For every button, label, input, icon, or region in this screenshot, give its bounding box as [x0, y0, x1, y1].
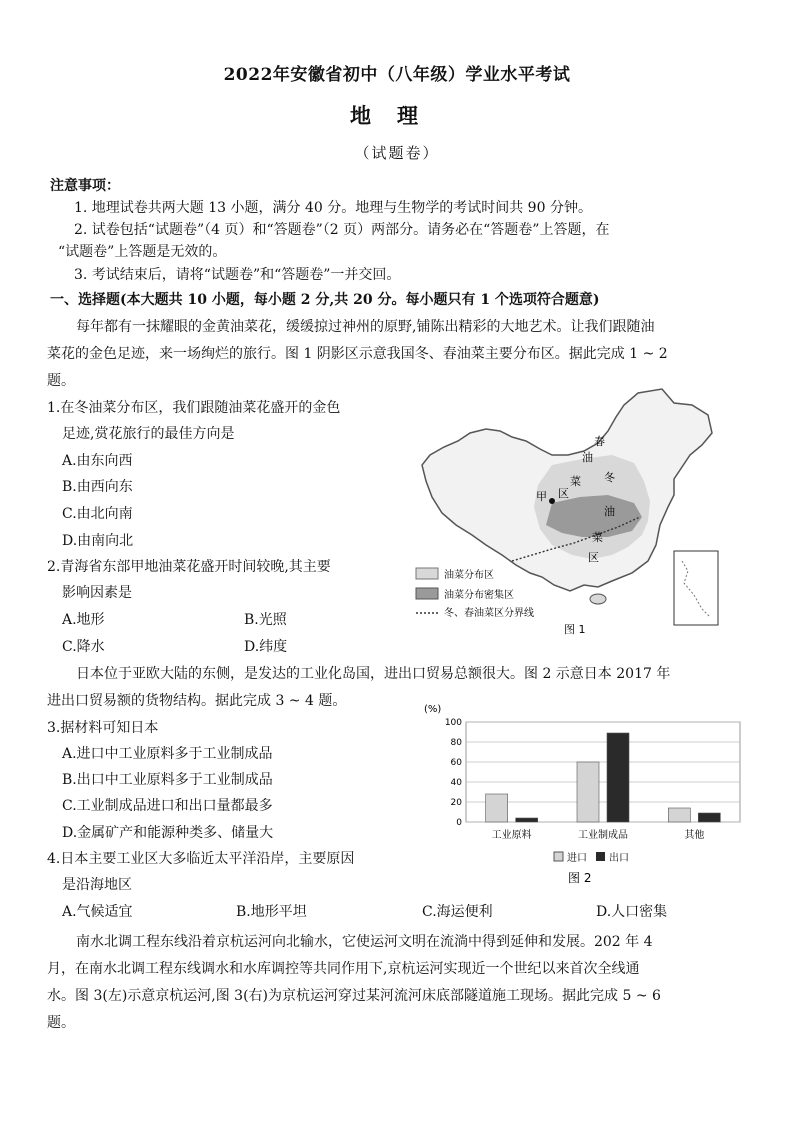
figure-2-caption: 图 2	[568, 871, 592, 885]
option-a: A.气候适宜	[62, 904, 133, 920]
x-tick-label: 工业制成品	[578, 830, 628, 841]
y-tick-label: 0	[456, 818, 462, 828]
passage-line: 南水北调工程东线沿着京杭运河向北输水，它使运河文明在流淌中得到延伸和发展。202 年 4	[76, 934, 653, 950]
location-jia-point	[549, 498, 555, 504]
bar-export-0	[516, 818, 538, 822]
bar-import-2	[668, 808, 690, 822]
legend-import-swatch	[554, 852, 563, 861]
option-d: D.人口密集	[596, 904, 668, 920]
option-c: C.工业制成品进口和出口量都最多	[62, 798, 273, 814]
y-tick-label: 20	[450, 798, 462, 808]
figure-2-chart	[418, 700, 748, 890]
label-jia: 甲	[536, 490, 547, 503]
option-c: C.由北向南	[62, 506, 133, 522]
question-stem: 3.据材料可知日本	[47, 720, 159, 736]
notice-item: 1. 地理试卷共两大题 13 小题，满分 40 分。地理与生物学的考试时间共 90 分钟。	[74, 200, 592, 216]
legend-import: 进口	[567, 853, 587, 864]
paper-type: （试题卷）	[354, 144, 440, 162]
passage-line: 题。	[47, 1015, 75, 1031]
x-tick-label: 其他	[684, 830, 705, 841]
hainan-island	[590, 594, 606, 604]
question-stem: 2.青海省东部甲地油菜花盛开时间较晚,其主要	[47, 559, 331, 575]
bar-export-2	[698, 813, 720, 822]
spring-region-label: 春	[594, 435, 605, 448]
winter-region-label: 区	[588, 551, 599, 564]
south-sea-inset	[674, 551, 718, 625]
section-heading: 一、选择题(本大题共 10 小题，每小题 2 分,共 20 分。每小题只有 1 个选项符合题意)	[50, 292, 600, 308]
legend-dense: 油菜分布密集区	[444, 590, 514, 601]
option-b: B.光照	[244, 612, 287, 628]
chart-unit: (%)	[424, 704, 442, 715]
question-stem: 足迹,赏花旅行的最佳方向是	[62, 426, 235, 442]
figure-1-map	[412, 385, 724, 640]
option-a: A.进口中工业原料多于工业制成品	[62, 746, 273, 762]
x-tick-label: 工业原料	[491, 830, 532, 841]
spring-region-label: 菜	[570, 475, 581, 488]
legend-light: 油菜分布区	[444, 570, 494, 581]
option-d: D.纬度	[244, 639, 288, 655]
legend-boundary: 冬、春油菜区分界线	[444, 608, 534, 619]
passage-line: 菜花的金色足迹，来一场绚烂的旅行。图 1 阴影区示意我国冬、春油菜主要分布区。据此完成 1 ~ 2	[47, 346, 668, 362]
question-stem: 影响因素是	[62, 585, 132, 601]
passage-line: 日本位于亚欧大陆的东侧，是发达的工业化岛国，进出口贸易总额很大。图 2 示意日本 2017 年	[76, 666, 671, 682]
option-b: B.地形平坦	[236, 904, 307, 920]
subject-title: 地理	[350, 103, 444, 128]
option-b: B.由西向东	[62, 479, 133, 495]
question-stem: 是沿海地区	[62, 877, 132, 893]
legend-export: 出口	[609, 853, 629, 864]
spring-region-label: 油	[582, 451, 593, 464]
notice-item: “试题卷”上答题是无效的。	[58, 244, 227, 260]
winter-region-label: 冬	[604, 471, 615, 484]
passage-line: 每年都有一抹耀眼的金黄油菜花，缓缓掠过神州的原野,铺陈出精彩的大地艺术。让我们跟随油	[76, 319, 655, 335]
y-tick-label: 80	[450, 738, 462, 748]
option-a: A.地形	[62, 612, 105, 628]
option-c: C.海运便利	[422, 904, 493, 920]
passage-line: 月，在南水北调工程东线调水和水库调控等共同作用下,京杭运河实现近一个世纪以来首次全线通	[47, 961, 640, 977]
notice-item: 2. 试卷包括“试题卷”（4 页）和“答题卷”（2 页）两部分。请务必在“答题卷”上答题，在	[74, 222, 610, 238]
option-d: D.金属矿产和能源种类多、储量大	[62, 825, 274, 841]
notice-item: 3. 考试结束后，请将“试题卷”和“答题卷”一并交回。	[74, 267, 401, 283]
option-b: B.出口中工业原料多于工业制成品	[62, 772, 273, 788]
y-tick-label: 40	[450, 778, 462, 788]
winter-region-label: 油	[604, 505, 615, 518]
legend-export-swatch	[596, 852, 605, 861]
spring-region-label: 区	[558, 487, 569, 500]
exam-title: 2022年安徽省初中（八年级）学业水平考试	[223, 65, 571, 85]
winter-region-label: 菜	[592, 531, 603, 544]
question-stem: 4.日本主要工业区大多临近太平洋沿岸，主要原因	[47, 851, 355, 867]
passage-line: 水。图 3(左)示意京杭运河,图 3(右)为京杭运河穿过某河流河床底部隧道施工现场。据此完成 5 ~ 6	[47, 988, 661, 1004]
bar-import-1	[577, 762, 599, 822]
bar-import-0	[486, 794, 508, 822]
figure-1-caption: 图 1	[564, 623, 586, 636]
option-a: A.由东向西	[62, 453, 133, 469]
y-tick-label: 100	[444, 718, 462, 728]
option-d: D.由南向北	[62, 533, 134, 549]
bar-export-1	[607, 733, 629, 822]
y-tick-label: 60	[450, 758, 462, 768]
question-stem: 1.在冬油菜分布区，我们跟随油菜花盛开的金色	[47, 400, 341, 416]
option-c: C.降水	[62, 639, 105, 655]
notice-heading: 注意事项：	[50, 178, 120, 194]
passage-line: 题。	[47, 373, 75, 389]
passage-line: 进出口贸易额的货物结构。据此完成 3 ~ 4 题。	[47, 693, 347, 709]
